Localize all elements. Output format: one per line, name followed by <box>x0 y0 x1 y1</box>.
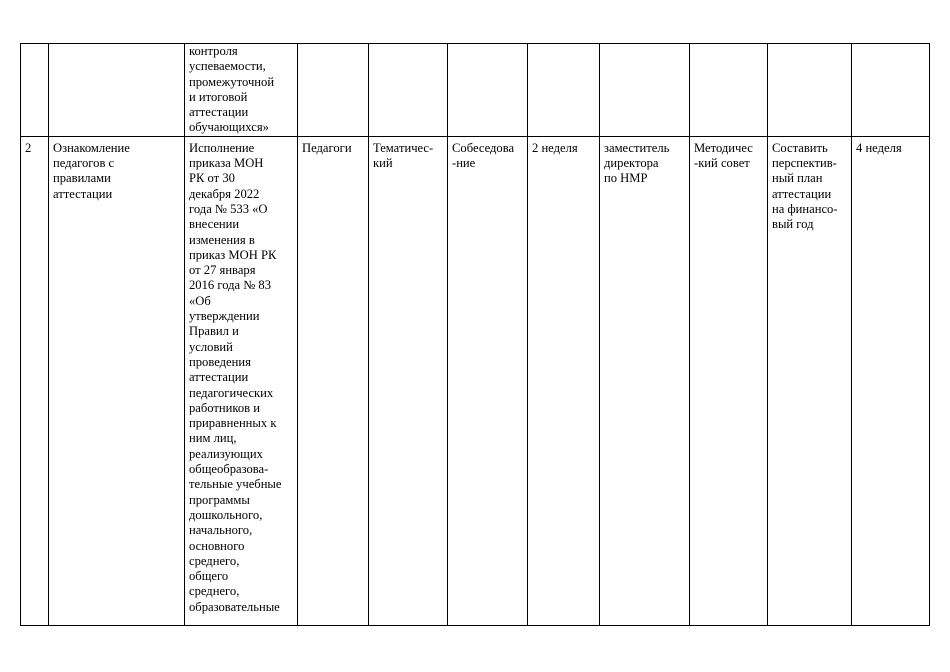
re-control-cell: 4 неделя <box>852 136 930 625</box>
method-cell: Собеседова -ние <box>448 136 528 625</box>
table-row <box>21 136 930 625</box>
table-row <box>21 44 930 137</box>
review-place-cell: Методичес -кий совет <box>690 136 768 625</box>
deadline-cell: 2 неделя <box>528 136 600 625</box>
topic-cell: Ознакомление педагогов с правилами аттестации <box>49 136 185 625</box>
object-cell: Педагоги <box>298 136 369 625</box>
row-number-cell: 2 <box>21 136 49 625</box>
topic-cell <box>49 44 185 137</box>
responsible-cell <box>600 44 690 137</box>
object-cell <box>298 44 369 137</box>
deadline-cell <box>528 44 600 137</box>
decision-cell <box>768 44 852 137</box>
content-cell: Исполнение приказа МОН РК от 30 декабря 2022 года № 533 «О внесении изменения в приказ МОН РК от 27 января 2016 года № 83 «Об утверждении Правил и условий проведения аттестации педагогических работников и приравненных к ним лиц, реализующих общеобразова- тельные учебные программы дошкольного, начального, основного среднего, общего среднего, образовательные <box>185 136 298 625</box>
re-control-cell <box>852 44 930 137</box>
control-type-cell: Тематичес- кий <box>369 136 448 625</box>
method-cell <box>448 44 528 137</box>
control-plan-table <box>20 43 930 626</box>
responsible-cell: заместитель директора по НМР <box>600 136 690 625</box>
decision-cell: Составить перспектив- ный план аттестации на финансо- вый год <box>768 136 852 625</box>
review-place-cell <box>690 44 768 137</box>
row-number-cell <box>21 44 49 137</box>
control-type-cell <box>369 44 448 137</box>
content-cell: контроля успеваемости, промежуточной и итоговой аттестации обучающихся» <box>185 44 298 137</box>
